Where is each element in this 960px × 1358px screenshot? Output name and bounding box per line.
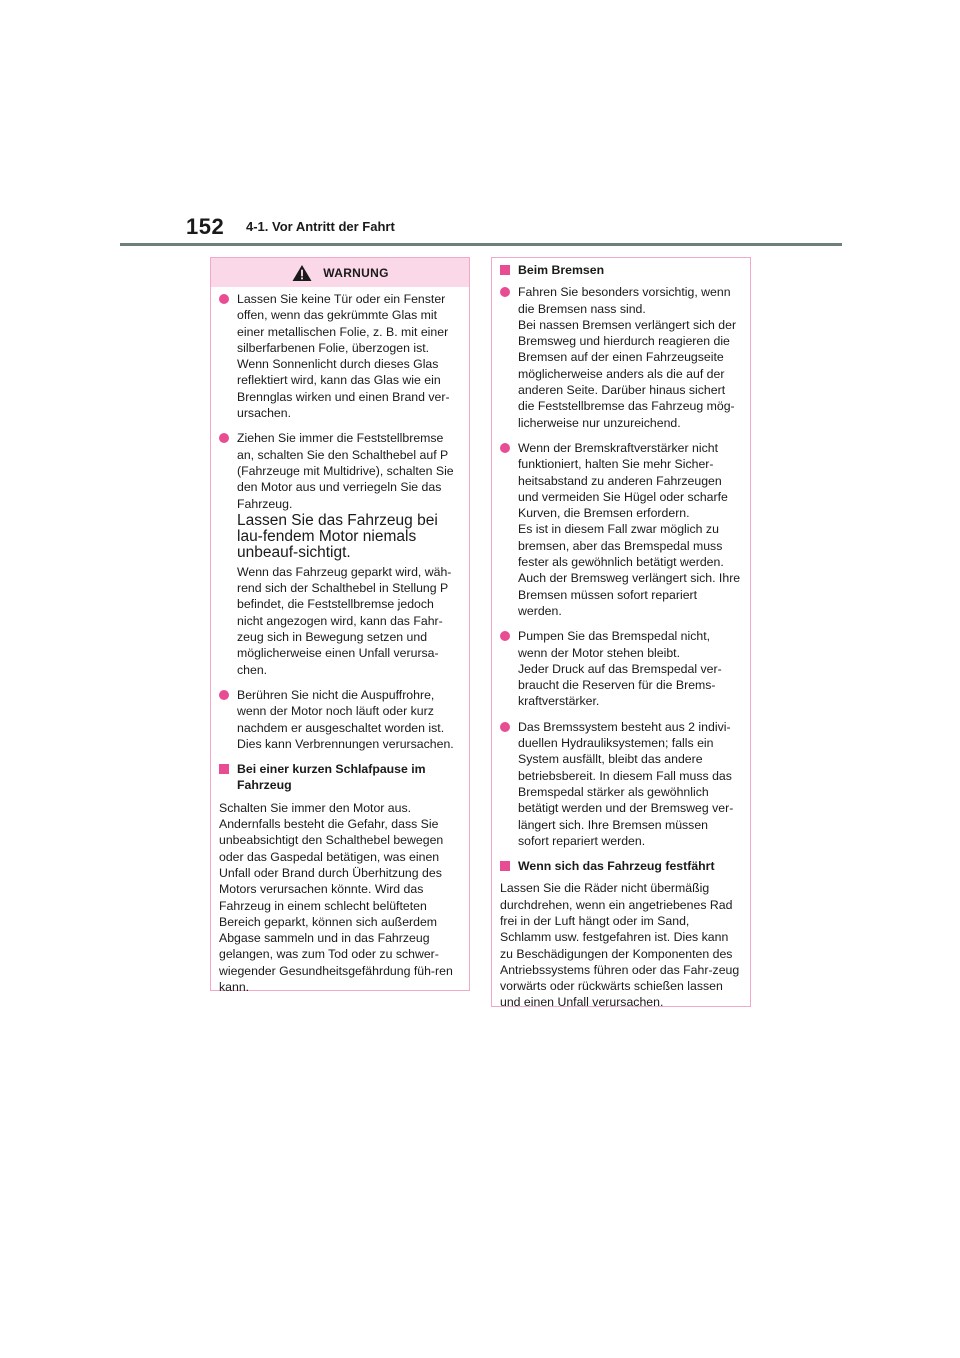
- bullet-icon: [500, 722, 510, 732]
- warning-text: Jeder Druck auf das Bremspedal ver-braucht die Reserven für die Brems-kraftverstärker.: [518, 661, 722, 709]
- warning-item: [500, 440, 742, 619]
- sub-heading-text: Beim Bremsen: [518, 263, 605, 277]
- warning-header: [211, 258, 469, 287]
- warning-item: [500, 628, 742, 709]
- sub-heading-text: Bei einer kurzen Schlafpause im Fahrzeug: [237, 762, 426, 793]
- square-bullet-icon: [219, 764, 229, 774]
- warning-item: [500, 284, 742, 431]
- section-title: 4-1. Vor Antritt der Fahrt: [246, 219, 395, 234]
- warning-text: Fahren Sie besonders vorsichtig, wenn die Bremsen nass sind.: [518, 285, 731, 316]
- bullet-icon: [219, 294, 229, 304]
- warning-item: [500, 719, 742, 849]
- warning-box: [210, 257, 470, 994]
- warning-text: Ziehen Sie immer die Feststellbremse an, schalten Sie den Schalthebel auf P (Fahrzeuge mit Multidrive), schalten Sie den Motor aus und verriegeln Sie das Fahrzeug.: [237, 431, 454, 511]
- warning-item: [219, 687, 461, 752]
- square-bullet-icon: [500, 861, 510, 871]
- bullet-icon: [219, 433, 229, 443]
- paragraph: Lassen Sie die Räder nicht übermäßig durchdrehen, wenn ein angetriebenes Rad frei in der Luft hängt oder im Sand, Schlamm usw. festgefahren ist. Dies kann zu Beschädigungen der Komponenten des Antriebssystems führen oder das Fahr-zeug vorwärts oder rückwärts schießen lassen und einen Unfall verursachen.: [500, 881, 740, 1010]
- warning-item: [219, 430, 461, 678]
- emphasis-text: Lassen Sie das Fahrzeug bei lau-fendem Motor niemals unbeauf-sichtigt.: [237, 511, 438, 561]
- warning-text: Es ist in diesem Fall zwar möglich zu bremsen, aber das Bremspedal muss fester als gewöhnlich betätigt werden. Auch der Bremsweg verlängert sich. Ihre Bremsen müssen sofort repariert werden.: [518, 522, 741, 618]
- page-number: 152: [186, 214, 225, 239]
- warning-label: WARNUNG: [323, 265, 389, 280]
- warning-text: Bei nassen Bremsen verlängert sich der Bremsweg und hierdurch reagieren die Bremsen auf der einen Fahrzeugseite möglicherweise anders als die auf der anderen Seite. Darüber hinaus sichert die Feststellbremse das Fahrzeug mög-licherweise nur unzureichend.: [518, 317, 737, 430]
- bullet-icon: [500, 631, 510, 641]
- sub-heading: [500, 262, 742, 278]
- bullet-icon: [500, 287, 510, 297]
- header-rule: [120, 243, 842, 246]
- square-bullet-icon: [500, 265, 510, 275]
- warning-text: Pumpen Sie das Bremspedal nicht, wenn der Motor stehen bleibt.: [518, 629, 711, 660]
- warning-text: Wenn das Fahrzeug geparkt wird, wäh-rend sich der Schalthebel in Stellung P befindet, die Feststellbremse jedoch nicht angezogen wird, kann das Fahr-zeug sich in Bewegung setzen und möglicherweise einen Unfall verursa-chen.: [237, 564, 452, 677]
- sub-heading: [500, 858, 742, 874]
- warning-box-continued: [491, 257, 751, 1010]
- warning-text: Lassen Sie keine Tür oder ein Fenster offen, wenn das gekrümmte Glas mit einer metallischen Folie, z. B. mit einer silberfarbenen Folie, überzogen ist. Wenn Sonnenlicht durch dieses Glas reflektiert wird, kann das Glas wie ein Brennglas wirken und einen Brand ver-ursachen.: [237, 292, 450, 421]
- bullet-icon: [500, 443, 510, 453]
- sub-heading-text: Wenn sich das Fahrzeug festfährt: [518, 859, 715, 874]
- warning-text: Wenn der Bremskraftverstärker nicht funktioniert, halten Sie mehr Sicher-heitsabstand zu anderen Fahrzeugen und vermeiden Sie Hügel oder scharfe Kurven, die Bremsen erfordern.: [518, 440, 728, 521]
- warning-item: [219, 291, 461, 421]
- warning-triangle-icon: [291, 264, 313, 282]
- sub-heading: [219, 761, 461, 794]
- paragraph: Schalten Sie immer den Motor aus. Andernfalls besteht die Gefahr, dass Sie unbeabsichtigt den Schalthebel bewegen oder das Gaspedal betätigen, was einen Unfall oder Brand durch Überhitzung des Motors verursachen könnte. Wird das Fahrzeug in einem schlecht belüfteten Bereich geparkt, können sich außerdem Abgase sammeln und in das Fahrzeug gelangen, was zum Tod oder zu schwer-wiegender Gesundheitsgefährdung füh-ren kann.: [219, 800, 453, 994]
- warning-text: Berühren Sie nicht die Auspuffrohre, wenn der Motor noch läuft oder kurz nachdem er ausgeschaltet worden ist. Dies kann Verbrennungen verursachen.: [237, 687, 454, 751]
- bullet-icon: [219, 690, 229, 700]
- warning-text: Das Bremssystem besteht aus 2 indivi-duellen Hydrauliksystemen; falls ein System ausfällt, bleibt das andere betriebsbereit. In diesem Fall muss das Bremspedal stärker als gewöhnlich betätigt werden und der Bremsweg ver-längert sich. Ihre Bremsen müssen sofort repariert werden.: [518, 719, 734, 848]
